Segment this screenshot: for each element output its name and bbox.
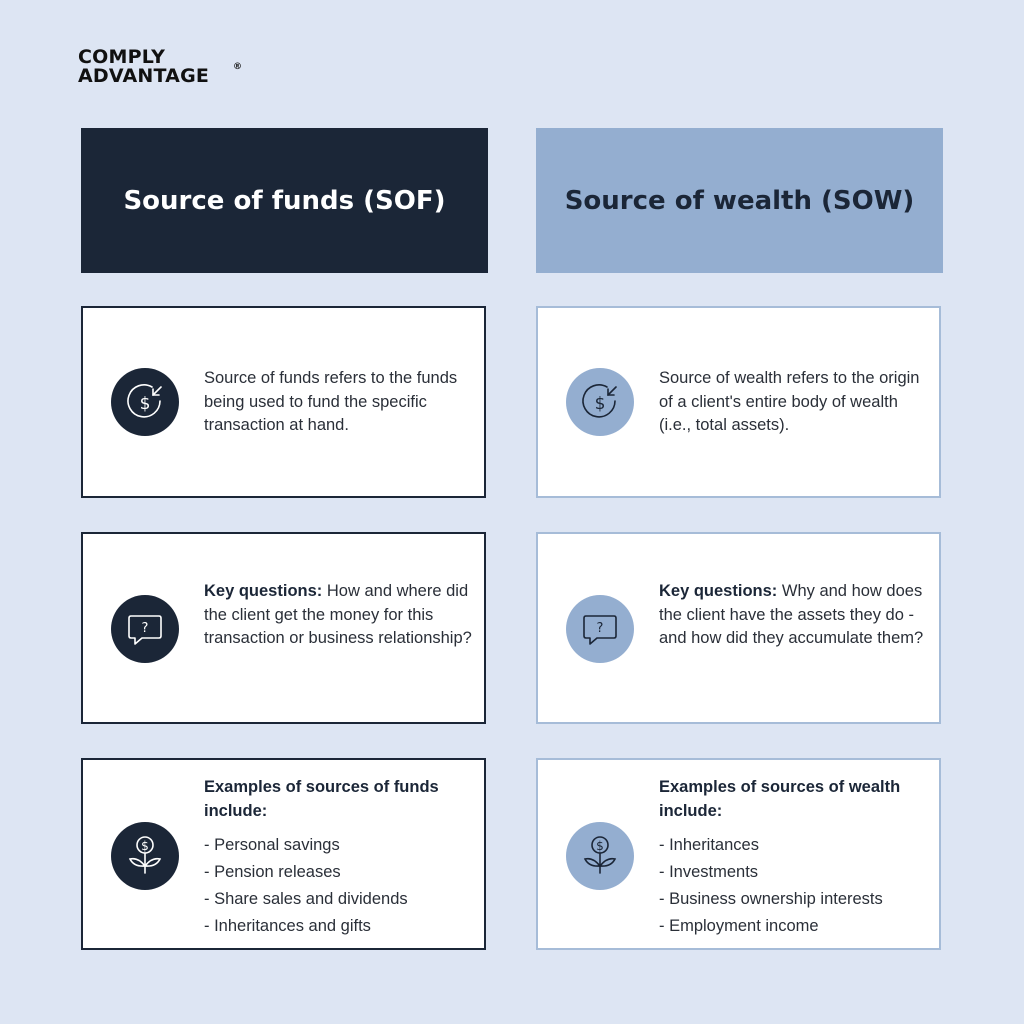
sof-header	[81, 128, 488, 273]
sow-header	[536, 128, 943, 273]
sow-examples-text	[659, 776, 929, 940]
sow-definition-card	[536, 306, 941, 498]
money-plant-icon	[111, 822, 179, 890]
sow-definition-text: Source of wealth refers to the origin of a client's entire body of wealth (i.e., total assets).	[659, 369, 920, 434]
question-speech-bubble-icon	[566, 595, 634, 663]
sow-questions-card	[536, 532, 941, 724]
sow-examples-title: Examples of sources of wealth include:	[659, 778, 901, 820]
money-plant-icon	[566, 822, 634, 890]
svg-text:$: $	[596, 839, 604, 853]
list-item: - Inheritances and gifts	[204, 917, 371, 935]
registered-mark: ®	[233, 62, 243, 72]
svg-text:$: $	[141, 839, 149, 853]
sof-questions-body: How and where did the client get the money for this transaction or business relationship?	[204, 582, 472, 647]
sof-questions-label: Key questions:	[204, 582, 323, 600]
dollar-return-icon	[111, 368, 179, 436]
sow-questions-label: Key questions:	[659, 582, 778, 600]
list-item: - Employment income	[659, 917, 819, 935]
svg-text:?: ?	[596, 621, 604, 636]
sof-title: Source of funds (SOF)	[123, 185, 446, 216]
sof-questions-text	[204, 580, 474, 651]
list-item: - Business ownership interests	[659, 890, 883, 908]
sow-questions-body: Why and how does the client have the assets they do - and how did they accumulate them?	[659, 582, 924, 647]
sow-title: Source of wealth (SOW)	[564, 185, 915, 216]
list-item: - Investments	[659, 863, 759, 881]
brand-logo	[78, 46, 243, 87]
list-item: - Pension releases	[204, 863, 341, 881]
sow-examples-card	[536, 758, 941, 950]
sof-definition-text: Source of funds refers to the funds being used to fund the specific transaction at hand.	[204, 369, 458, 434]
sof-questions-card	[81, 532, 486, 724]
sof-examples-title: Examples of sources of funds include:	[204, 778, 439, 820]
svg-text:$: $	[139, 394, 151, 414]
list-item: - Personal savings	[204, 836, 340, 854]
sof-examples-card	[81, 758, 486, 950]
sof-examples-text	[204, 776, 474, 940]
list-item: - Share sales and dividends	[204, 890, 408, 908]
sow-examples-list	[659, 832, 929, 940]
sow-questions-text	[659, 580, 929, 651]
dollar-return-icon	[566, 368, 634, 436]
sof-definition-card	[81, 306, 486, 498]
brand-line-1: COMPLY	[78, 46, 166, 68]
list-item: - Inheritances	[659, 836, 759, 854]
brand-line-2: ADVANTAGE	[78, 65, 210, 87]
svg-text:?: ?	[141, 621, 149, 636]
sof-examples-list	[204, 832, 474, 940]
svg-text:$: $	[594, 394, 606, 414]
question-speech-bubble-icon	[111, 595, 179, 663]
